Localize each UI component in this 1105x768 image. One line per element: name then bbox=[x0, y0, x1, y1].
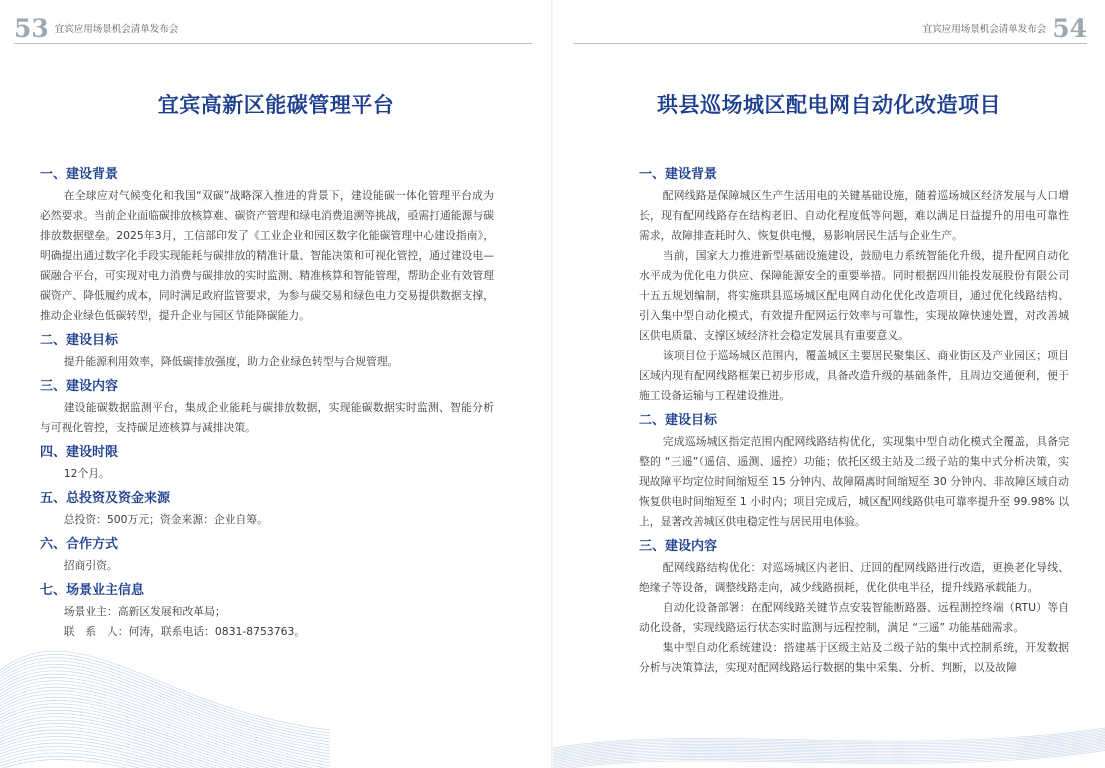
section-heading: 二、建设目标 bbox=[639, 413, 718, 428]
section-heading: 五、总投资及资金来源 bbox=[40, 491, 171, 506]
left-content bbox=[40, 164, 494, 646]
section bbox=[40, 330, 494, 372]
section bbox=[639, 410, 1069, 532]
right-content bbox=[639, 164, 1069, 682]
section-paragraph: 总投资：500万元；资金来源：企业自筹。 bbox=[63, 513, 268, 526]
section-paragraph: 集中型自动化系统建设：搭建基于区级主站及二级子站的集中式控制系统，开发数据分析与决策算法，实现对配网线路运行数据的集中采集、分析、判断，以及故障 bbox=[639, 641, 1069, 674]
section-paragraph: 配网线路是保障城区生产生活用电的关键基础设施，随着巡场城区经济发展与人口增长，现有配网线路存在结构老旧、自动化程度低等问题，难以满足日益提升的用电可靠性需求，故障排查耗时久、恢复供电慢，易影响居民生活与企业生产。 bbox=[639, 189, 1069, 242]
section-heading: 四、建设时限 bbox=[40, 445, 119, 460]
section-heading: 二、建设目标 bbox=[40, 333, 119, 348]
left-page-header bbox=[14, 12, 184, 44]
section bbox=[40, 164, 494, 326]
section-paragraph: 12个月。 bbox=[63, 467, 110, 480]
right-header-text: 宜宾应用场景机会清单发布会 bbox=[922, 24, 1047, 35]
section-paragraph: 场景业主：高新区发展和改革局； bbox=[63, 605, 226, 618]
section-heading: 三、建设内容 bbox=[40, 379, 119, 394]
right-header-rule bbox=[573, 43, 1087, 44]
section-paragraph: 在全球应对气候变化和我国“双碳”战略深入推进的背景下，建设能碳一体化管理平台成为必然要求。当前企业面临碳排放核算难、碳资产管理和绿电消费追溯等挑战，亟需打通能源与碳排放数据壁垒。2025年3月，工信部印发了《工业企业和园区数字化能碳管理中心建设指南》，明确提出通过数字化手段实现能耗与碳排放的精准计量、智能决策和可视化管控，通过建设电—碳融合平台，可实现对电力消费与碳排放的实时监测、精准核算和智能管理，帮助企业有效管理碳资产、降低履约成本，同时满足政府监管要求，为参与碳交易和绿色电力交易提供数据支撑，推动企业绿色低碳转型，提升企业与园区节能降碳能力。 bbox=[40, 189, 494, 322]
section-heading: 六、合作方式 bbox=[40, 537, 119, 552]
left-header-rule bbox=[14, 43, 532, 44]
section bbox=[639, 536, 1069, 678]
section-heading: 一、建设背景 bbox=[639, 167, 718, 182]
section-paragraph: 自动化设备部署：在配网线路关键节点安装智能断路器、远程测控终端（RTU）等自动化设备，实现线路运行状态实时监测与远程控制，满足 “三遥” 功能基础需求。 bbox=[639, 601, 1069, 634]
section-paragraph: 完成巡场城区指定范围内配网线路结构优化，实现集中型自动化模式全覆盖，具备完整的 “三遥”（遥信、遥测、遥控）功能；依托区级主站及二级子站的集中式分析决策，实现故障平均定位时间缩短至 15 分钟内、故障隔离时间缩短至 30 分钟内、非故障区域自动恢复供电时间缩短至 1 小时内；项目完成后，城区配网线路供电可靠率提升至 99.98% 以上，显著改善城区供电稳定性与居民用电体验。 bbox=[639, 435, 1069, 528]
left-page-title: 宜宾高新区能碳管理平台 bbox=[157, 93, 395, 117]
section bbox=[40, 488, 494, 530]
section-paragraph: 该项目位于巡场城区范围内，覆盖城区主要居民聚集区、商业街区及产业园区；项目区域内现有配网线路框架已初步形成，具备改造升级的基础条件，且周边交通便利，便于施工设备运输与工程建设推进。 bbox=[639, 349, 1069, 402]
section-paragraph: 配网线路结构优化：对巡场城区内老旧、迂回的配网线路进行改造，更换老化导线、绝缘子等设备，调整线路走向，减少线路损耗，优化供电半径，提升线路承载能力。 bbox=[639, 561, 1069, 594]
left-page-number: 53 bbox=[14, 13, 49, 43]
section-paragraph: 当前，国家大力推进新型基础设施建设，鼓励电力系统智能化升级，提升配网自动化水平成为优化电力供应、保障能源安全的重要举措。同时根据四川能投发展股份有限公司十五五规划编制，将实施珙县巡场城区配电网自动化优化改造项目，通过优化线路结构、引入集中型自动化模式，有效提升配网运行效率与可靠性，实现故障快速处置，对改善城区供电质量、支撑区域经济社会稳定发展具有重要意义。 bbox=[639, 249, 1069, 342]
right-page-title: 珙县巡场城区配电网自动化改造项目 bbox=[657, 93, 1001, 117]
section bbox=[40, 442, 494, 484]
section-heading: 七、场景业主信息 bbox=[40, 583, 145, 598]
section bbox=[40, 534, 494, 576]
right-page bbox=[553, 0, 1105, 768]
section-heading: 一、建设背景 bbox=[40, 167, 119, 182]
section bbox=[639, 164, 1069, 406]
section-paragraph: 联 系 人：何涛，联系电话：0831-8753763。 bbox=[63, 625, 306, 638]
section bbox=[40, 376, 494, 438]
section-paragraph: 提升能源利用效率，降低碳排放强度，助力企业绿色转型与合规管理。 bbox=[63, 355, 399, 368]
left-page bbox=[0, 0, 552, 768]
left-header-text: 宜宾应用场景机会清单发布会 bbox=[54, 24, 179, 35]
section-paragraph: 招商引资。 bbox=[63, 559, 118, 572]
right-page-header bbox=[917, 12, 1087, 44]
section-paragraph: 建设能碳数据监测平台，集成企业能耗与碳排放数据，实现能碳数据实时监测、智能分析与可视化管控，支持碳足迹核算与减排决策。 bbox=[40, 401, 494, 434]
section-heading: 三、建设内容 bbox=[639, 539, 718, 554]
right-page-number: 54 bbox=[1052, 13, 1087, 43]
right-wave-decoration bbox=[553, 718, 1105, 768]
section bbox=[40, 580, 494, 642]
